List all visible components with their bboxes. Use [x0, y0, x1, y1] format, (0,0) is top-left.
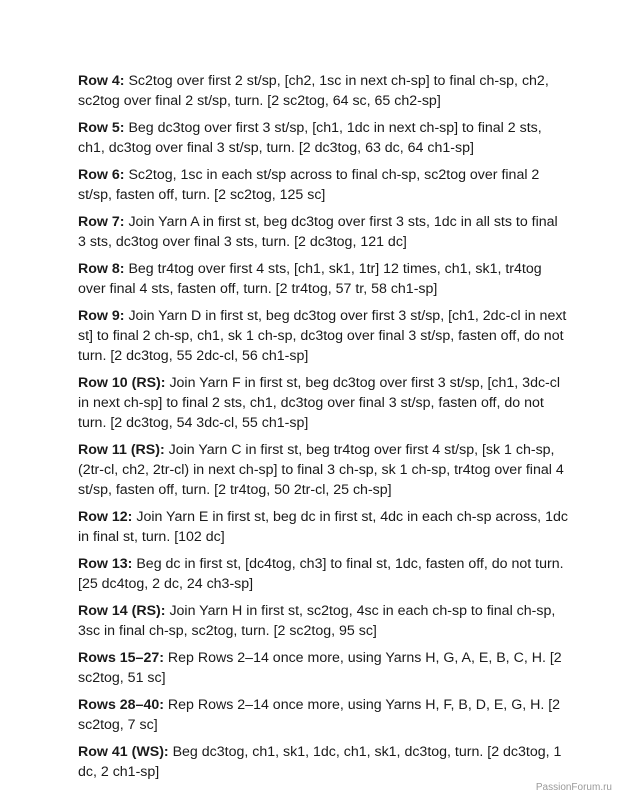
row-label: Row 7: [78, 214, 125, 230]
pattern-row [78, 742, 568, 782]
row-instructions: Beg dc3tog over first 3 st/sp, [ch1, 1dc in next ch-sp] to final 2 sts, ch1, dc3tog over final 3 st/sp, turn. [2 dc3tog, 63 dc, 64 ch1-sp] [78, 120, 542, 156]
pattern-row [78, 648, 568, 688]
pattern-row [78, 165, 568, 205]
pattern-row [78, 373, 568, 433]
watermark: PassionForum.ru [535, 782, 612, 793]
pattern-row [78, 695, 568, 735]
row-label: Row 5: [78, 120, 125, 136]
row-instructions: Rep Rows 2–14 once more, using Yarns H, G, A, E, B, C, H. [2 sc2tog, 51 sc] [78, 650, 562, 686]
pattern-row [78, 212, 568, 252]
row-label: Row 11 (RS): [78, 442, 165, 458]
pattern-row [78, 554, 568, 594]
row-label: Rows 15–27: [78, 650, 164, 666]
row-instructions: Join Yarn F in first st, beg dc3tog over first 3 st/sp, [ch1, 3dc-cl in next ch-sp] to final 2 sts, ch1, dc3tog over final 3 st/sp, fasten off, do not turn. [2 dc3tog, 54 3dc-cl, 55 ch1-sp] [78, 375, 561, 431]
pattern-text [78, 71, 568, 789]
row-instructions: Sc2tog, 1sc in each st/sp across to final ch-sp, sc2tog over final 2 st/sp, fasten off, turn. [2 sc2tog, 125 sc] [78, 167, 540, 203]
row-instructions: Join Yarn C in first st, beg tr4tog over first 4 st/sp, [sk 1 ch-sp, (2tr-cl, ch2, 2tr-cl) in next ch-sp] to final 3 ch-sp, sk 1 ch-sp, tr4tog over final 4 st/sp, fasten off, turn. [2 tr4tog, 50 2tr-cl, 25 ch-sp] [78, 442, 564, 498]
row-instructions: Sc2tog over first 2 st/sp, [ch2, 1sc in next ch-sp] to final ch-sp, ch2, sc2tog over final 2 st/sp, turn. [2 sc2tog, 64 sc, 65 ch2-sp] [78, 73, 549, 109]
row-label: Row 13: [78, 556, 133, 572]
pattern-row [78, 71, 568, 111]
row-instructions: Rep Rows 2–14 once more, using Yarns H, F, B, D, E, G, H. [2 sc2tog, 7 sc] [78, 697, 561, 733]
row-label: Row 4: [78, 73, 125, 89]
row-instructions: Join Yarn A in first st, beg dc3tog over first 3 sts, 1dc in all sts to final 3 sts, dc3tog over final 3 sts, turn. [2 dc3tog, 121 dc] [78, 214, 558, 250]
row-label: Rows 28–40: [78, 697, 164, 713]
row-label: Row 41 (WS): [78, 744, 169, 760]
row-label: Row 8: [78, 261, 125, 277]
row-instructions: Join Yarn D in first st, beg dc3tog over first 3 st/sp, [ch1, 2dc-cl in next st] to final 2 ch-sp, ch1, sk 1 ch-sp, dc3tog over final 3 st/sp, fasten off, do not turn. [2 dc3tog, 55 2dc-cl, 56 ch1-sp] [78, 308, 567, 364]
pattern-row [78, 118, 568, 158]
pattern-row [78, 259, 568, 299]
row-label: Row 6: [78, 167, 125, 183]
row-label: Row 10 (RS): [78, 375, 166, 391]
pattern-row [78, 440, 568, 500]
row-instructions: Join Yarn E in first st, beg dc in first st, 4dc in each ch-sp across, 1dc in final st, turn. [102 dc] [78, 509, 568, 545]
row-instructions: Beg dc in first st, [dc4tog, ch3] to final st, 1dc, fasten off, do not turn. [25 dc4tog, 2 dc, 24 ch3-sp] [78, 556, 564, 592]
row-label: Row 12: [78, 509, 133, 525]
row-instructions: Join Yarn H in first st, sc2tog, 4sc in each ch-sp to final ch-sp, 3sc in final ch-sp, sc2tog, turn. [2 sc2tog, 95 sc] [78, 603, 556, 639]
pattern-row [78, 306, 568, 366]
row-label: Row 14 (RS): [78, 603, 166, 619]
pattern-row [78, 507, 568, 547]
pattern-row [78, 601, 568, 641]
row-label: Row 9: [78, 308, 125, 324]
row-instructions: Beg dc3tog, ch1, sk1, 1dc, ch1, sk1, dc3tog, turn. [2 dc3tog, 1 dc, 2 ch1-sp] [78, 744, 562, 780]
row-instructions: Beg tr4tog over first 4 sts, [ch1, sk1, 1tr] 12 times, ch1, sk1, tr4tog over final 4 sts, fasten off, turn. [2 tr4tog, 57 tr, 58 ch1-sp] [78, 261, 542, 297]
